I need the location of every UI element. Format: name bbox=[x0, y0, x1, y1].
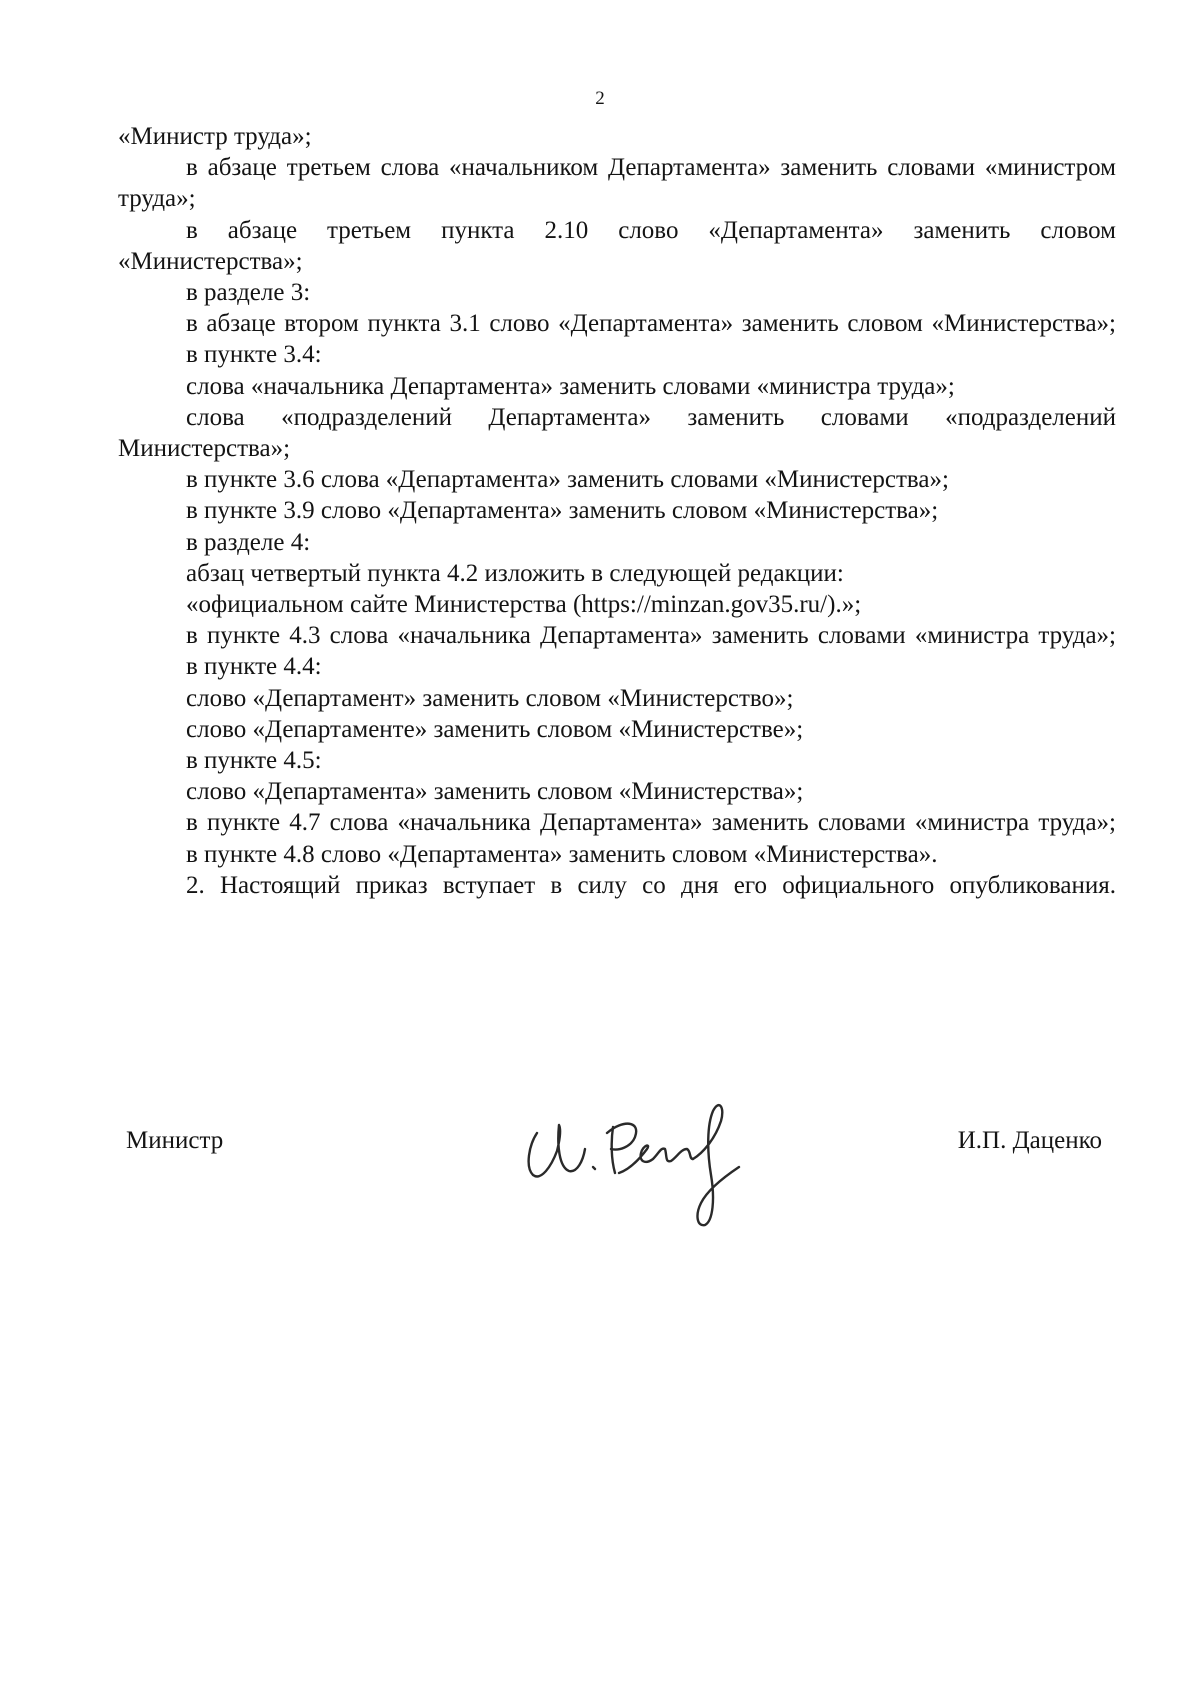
handwritten-signature bbox=[515, 1075, 785, 1235]
paragraph: в пункте 4.4: bbox=[186, 653, 322, 681]
paragraph: абзац четвертый пункта 4.2 изложить в следующей редакции: bbox=[186, 559, 844, 587]
paragraph: в пункте 4.7 слова «начальника Департамента» заменить словами «министра труда»; bbox=[186, 809, 1116, 837]
paragraph: в пункте 3.9 слово «Департамента» заменить словом «Министерства»; bbox=[186, 497, 939, 525]
paragraph: в разделе 4: bbox=[186, 528, 311, 556]
paragraph: «официальном сайте Министерства (https://minzan.gov35.ru/).»; bbox=[186, 591, 862, 619]
paragraph: слова «подразделений Департамента» заменить словами «подразделений Министерства»; bbox=[118, 403, 1116, 463]
paragraph: слова «начальника Департамента» заменить словами «министра труда»; bbox=[186, 372, 955, 400]
paragraph: в пункте 3.6 слова «Департамента» заменить словами «Министерства»; bbox=[186, 466, 949, 494]
paragraph: в пункте 4.8 слово «Департамента» заменить словом «Министерства». bbox=[186, 840, 938, 868]
document-body bbox=[118, 121, 1116, 901]
signatory-name: И.П. Даценко bbox=[957, 1127, 1102, 1154]
page-number: 2 bbox=[595, 88, 605, 109]
signatory-position: Министр bbox=[126, 1127, 224, 1154]
paragraph: в разделе 3: bbox=[186, 279, 311, 307]
signature-block bbox=[0, 1095, 1200, 1245]
paragraph: слово «Департаменте» заменить словом «Министерстве»; bbox=[186, 715, 804, 743]
paragraph: в абзаце третьем слова «начальником Департамента» заменить словами «министром труда»; bbox=[118, 154, 1116, 213]
paragraph: «Министр труда»; bbox=[118, 123, 312, 150]
paragraph: в абзаце втором пункта 3.1 слово «Департамента» заменить словом «Министерства»; bbox=[186, 310, 1116, 338]
paragraph: слово «Департамента» заменить словом «Министерства»; bbox=[186, 778, 804, 806]
paragraph: в абзаце третьем пункта 2.10 слово «Департамента» заменить словом «Министерства»; bbox=[118, 216, 1116, 275]
paragraph: в пункте 3.4: bbox=[186, 341, 322, 369]
paragraph: 2. Настоящий приказ вступает в силу со дня его официального опубликования. bbox=[186, 871, 1116, 899]
paragraph: в пункте 4.5: bbox=[186, 747, 322, 775]
paragraph: слово «Департамент» заменить словом «Министерство»; bbox=[186, 684, 794, 712]
paragraph: в пункте 4.3 слова «начальника Департамента» заменить словами «министра труда»; bbox=[186, 622, 1116, 650]
